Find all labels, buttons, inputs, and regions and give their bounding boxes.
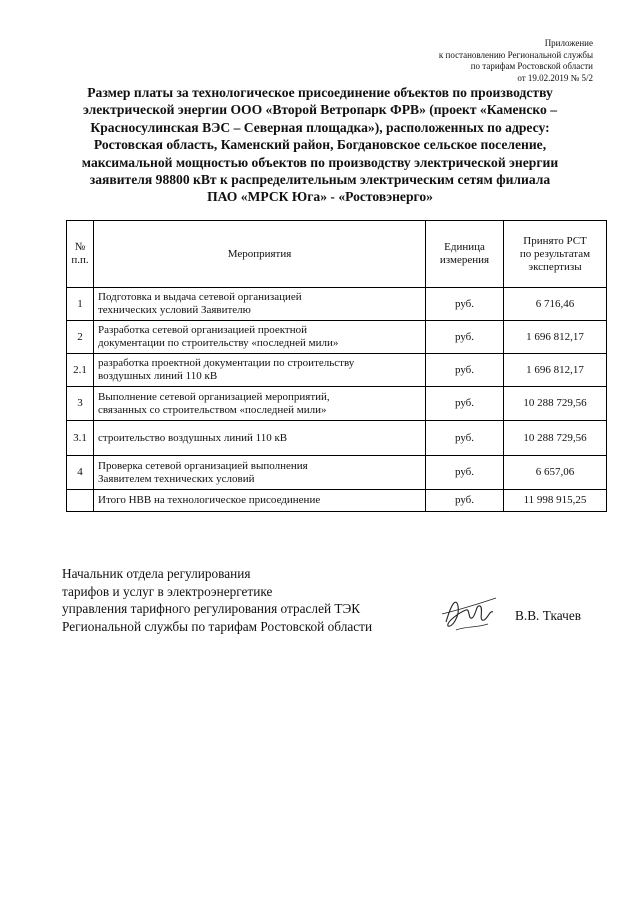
title-line: ПАО «МРСК Юга» - «Ростовэнерго»	[207, 189, 433, 205]
header-text: по результатам	[519, 247, 591, 260]
appendix-line: к постановлению Региональной службы	[438, 49, 593, 60]
signatory-name: В.В. Ткачев	[515, 608, 581, 623]
signatory-line: управления тарифного регулирования отраслей ТЭК	[62, 601, 361, 616]
header-text: №	[74, 241, 86, 253]
row-num: 3	[67, 387, 94, 421]
signatory-line: Региональной службы по тарифам Ростовской области	[62, 618, 373, 634]
total-value: 11 998 915,25	[504, 490, 607, 512]
row-num	[67, 490, 94, 512]
row-value: 1 696 812,17	[504, 321, 607, 354]
header-accepted	[504, 221, 607, 288]
activity-text: Заявителем технических условий	[98, 472, 255, 485]
title-line: Размер платы за технологическое присоединение объектов по производству	[87, 85, 553, 100]
header-text: Мероприятия	[227, 247, 292, 260]
table-row	[67, 354, 607, 387]
row-activity	[94, 387, 426, 421]
row-value: 10 288 729,56	[504, 387, 607, 421]
row-activity	[94, 456, 426, 490]
table-row	[67, 288, 607, 321]
table-row	[67, 321, 607, 354]
row-unit: руб.	[426, 421, 504, 456]
fee-table	[66, 220, 607, 512]
header-activity	[94, 221, 426, 288]
signatory-title	[62, 565, 372, 635]
row-num: 1	[67, 288, 94, 321]
appendix-line: Приложение	[544, 38, 593, 48]
header-text: Принято РСТ	[523, 234, 587, 247]
row-value: 1 696 812,17	[504, 354, 607, 387]
row-unit: руб.	[426, 456, 504, 490]
table-total-row	[67, 490, 607, 512]
row-num: 3.1	[67, 421, 94, 456]
activity-text: технических условий Заявителю	[98, 304, 251, 316]
row-activity	[94, 421, 426, 456]
appendix-line: по тарифам Ростовской области	[470, 61, 593, 71]
row-unit: руб.	[426, 354, 504, 387]
activity-text: Проверка сетевой организацией выполнения	[98, 459, 308, 472]
activity-text: Разработка сетевой организацией проектной	[98, 324, 308, 336]
activity-text: разработка проектной документации по строительству	[98, 357, 355, 369]
row-activity	[94, 321, 426, 354]
row-value: 6 716,46	[504, 288, 607, 321]
row-unit: руб.	[426, 288, 504, 321]
title-line: максимальной мощностью объектов по производству электрической энергии	[81, 154, 559, 170]
row-value: 6 657,06	[504, 456, 607, 490]
activity-text: Выполнение сетевой организацией мероприятий,	[98, 390, 330, 403]
row-num: 2	[67, 321, 94, 354]
header-text: экспертизы	[528, 260, 582, 273]
total-label: Итого НВВ на технологическое присоединение	[94, 490, 426, 512]
table-row	[67, 387, 607, 421]
row-activity	[94, 288, 426, 321]
table-row	[67, 456, 607, 490]
row-num: 4	[67, 456, 94, 490]
total-unit: руб.	[426, 490, 504, 512]
activity-text: строительство воздушных линий 110 кВ	[98, 431, 288, 444]
appendix-line: от 19.02.2019 № 5/2	[517, 72, 593, 83]
signatory-line: тарифов и услуг в электроэнергетике	[62, 583, 273, 599]
handwritten-signature-icon	[438, 592, 498, 634]
title-line: Ростовская область, Каменский район, Богдановское сельское поселение,	[93, 137, 547, 153]
table-row	[67, 421, 607, 456]
signatory-line: Начальник отдела регулирования	[62, 566, 251, 581]
row-num: 2.1	[67, 354, 94, 387]
appendix-note	[439, 38, 593, 84]
activity-text: воздушных линий 110 кВ	[98, 370, 218, 382]
document-title	[58, 84, 582, 206]
header-text: Единица	[444, 241, 485, 253]
activity-text: документации по строительству «последней мили»	[98, 337, 339, 349]
table-header-row	[67, 221, 607, 288]
title-line: заявителя 98800 кВт к распределительным электрическим сетям филиала	[89, 172, 551, 188]
row-activity	[94, 354, 426, 387]
activity-text: связанных со строительством «последней мили»	[98, 403, 327, 416]
header-text: п.п.	[71, 254, 89, 266]
row-value: 10 288 729,56	[504, 421, 607, 456]
header-text: измерения	[439, 254, 490, 266]
activity-text: Подготовка и выдача сетевой организацией	[98, 291, 302, 303]
row-unit: руб.	[426, 321, 504, 354]
title-line: электрической энергии ООО «Второй Ветропарк ФРВ» (проект «Каменско –	[82, 102, 558, 118]
header-unit	[426, 221, 504, 288]
row-unit: руб.	[426, 387, 504, 421]
header-num	[67, 221, 94, 288]
title-line: Красносулинская ВЭС – Северная площадка»), расположенных по адресу:	[90, 119, 550, 135]
